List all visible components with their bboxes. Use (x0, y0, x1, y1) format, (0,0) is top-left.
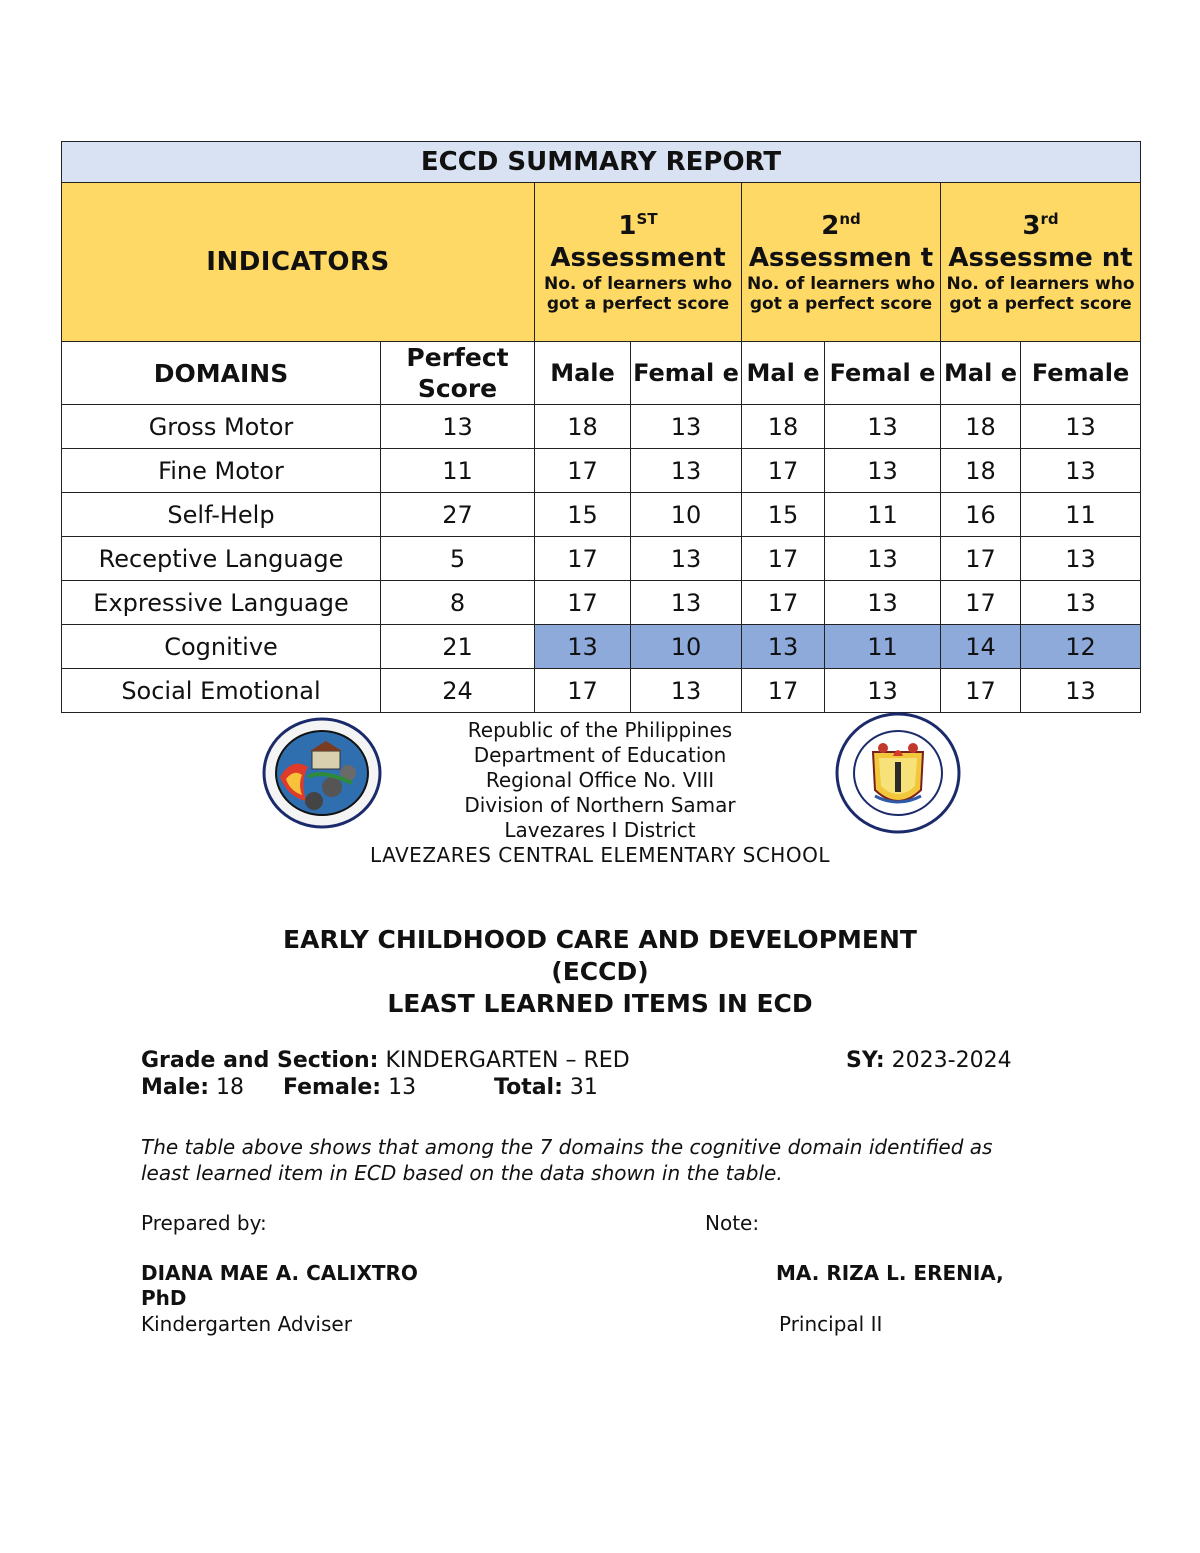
noter-title: Principal II (779, 1312, 883, 1336)
male-count: Male: 18 (141, 1075, 244, 1100)
score-cell: 17 (535, 449, 631, 493)
female-header-2: Femal e (825, 342, 941, 405)
score-cell: 16 (941, 493, 1021, 537)
assessment-2-header: 2nd Assessmen t No. of learners who got a perfect score (742, 183, 941, 342)
grade-section: Grade and Section: KINDERGARTEN – RED (141, 1048, 630, 1073)
noted-label: Note: (705, 1211, 760, 1235)
domain-cell: Cognitive (62, 625, 381, 669)
table-title: ECCD SUMMARY REPORT (62, 142, 1141, 183)
score-cell: 13 (1021, 537, 1141, 581)
score-cell: 13 (825, 581, 941, 625)
school-name: LAVEZARES CENTRAL ELEMENTARY SCHOOL (370, 843, 830, 867)
domain-cell: Gross Motor (62, 405, 381, 449)
indicators-header: INDICATORS (62, 183, 535, 342)
male-header-2: Mal e (742, 342, 825, 405)
score-cell: 17 (535, 669, 631, 713)
score-cell: 13 (1021, 581, 1141, 625)
domains-header: DOMAINS (62, 342, 381, 405)
score-cell: 17 (742, 449, 825, 493)
letterhead-line: Republic of the Philippines (467, 718, 733, 742)
school-year: SY: 2023-2024 (846, 1048, 1012, 1073)
perfect-score-cell: 8 (381, 581, 535, 625)
score-cell: 13 (1021, 669, 1141, 713)
score-cell: 17 (742, 581, 825, 625)
score-cell: 11 (825, 625, 941, 669)
letterhead-line: Lavezares I District (504, 818, 696, 842)
score-cell: 11 (1021, 493, 1141, 537)
score-cell: 13 (825, 449, 941, 493)
table-row (62, 493, 1141, 537)
total-count: Total: 31 (494, 1075, 598, 1100)
score-cell: 13 (631, 537, 742, 581)
table-row (62, 537, 1141, 581)
letterhead-line: Division of Northern Samar (464, 793, 736, 817)
score-cell: 13 (742, 625, 825, 669)
perfect-score-cell: 27 (381, 493, 535, 537)
assessment-1-header: 1ST Assessment No. of learners who got a perfect score (535, 183, 742, 342)
perfect-score-cell: 21 (381, 625, 535, 669)
score-cell: 13 (631, 669, 742, 713)
perfect-score-header: Perfect Score (381, 342, 535, 405)
score-cell: 12 (1021, 625, 1141, 669)
score-cell: 13 (631, 581, 742, 625)
summary-note: The table above shows that among the 7 domains the cognitive domain identified as least learned item in ECD based on the data shown in the table. (141, 1135, 993, 1185)
score-cell: 13 (1021, 405, 1141, 449)
score-cell: 13 (631, 449, 742, 493)
domain-cell: Self-Help (62, 493, 381, 537)
perfect-score-cell: 24 (381, 669, 535, 713)
score-cell: 13 (1021, 449, 1141, 493)
letterhead-line: Regional Office No. VIII (485, 768, 715, 792)
preparer-title: Kindergarten Adviser (141, 1312, 352, 1336)
score-cell: 18 (941, 449, 1021, 493)
score-cell: 18 (941, 405, 1021, 449)
score-cell: 17 (941, 669, 1021, 713)
perfect-score-cell: 11 (381, 449, 535, 493)
score-cell: 10 (631, 493, 742, 537)
letterhead (300, 718, 900, 868)
female-count: Female: 13 (283, 1075, 417, 1100)
domain-cell: Receptive Language (62, 537, 381, 581)
score-cell: 14 (941, 625, 1021, 669)
table-row (62, 669, 1141, 713)
score-cell: 18 (742, 405, 825, 449)
perfect-score-cell: 13 (381, 405, 535, 449)
preparer-name: DIANA MAE A. CALIXTRO (141, 1261, 418, 1285)
score-cell: 13 (825, 405, 941, 449)
domain-cell: Expressive Language (62, 581, 381, 625)
score-cell: 17 (941, 581, 1021, 625)
score-cell: 17 (535, 581, 631, 625)
domain-cell: Social Emotional (62, 669, 381, 713)
table-row (62, 405, 1141, 449)
male-header-1: Male (535, 342, 631, 405)
score-cell: 10 (631, 625, 742, 669)
score-cell: 17 (742, 537, 825, 581)
female-header-1: Femal e (631, 342, 742, 405)
letterhead-line: Department of Education (473, 743, 727, 767)
score-cell: 13 (825, 537, 941, 581)
table-row (62, 581, 1141, 625)
score-cell: 13 (825, 669, 941, 713)
eccd-summary-table (61, 141, 1141, 713)
table-row (62, 625, 1141, 669)
score-cell: 11 (825, 493, 941, 537)
score-cell: 15 (535, 493, 631, 537)
noter-name: MA. RIZA L. ERENIA, (776, 1261, 1004, 1285)
score-cell: 13 (535, 625, 631, 669)
prepared-by-label: Prepared by: (141, 1211, 267, 1235)
table-row (62, 449, 1141, 493)
score-cell: 18 (535, 405, 631, 449)
document-title: EARLY CHILDHOOD CARE AND DEVELOPMENT (ECCD) LEAST LEARNED ITEMS IN ECD (283, 925, 917, 1018)
preparer-degree: PhD (141, 1286, 187, 1310)
assessment-3-header: 3rd Assessme nt No. of learners who got a perfect score (941, 183, 1141, 342)
score-cell: 13 (631, 405, 742, 449)
score-cell: 17 (742, 669, 825, 713)
score-cell: 17 (535, 537, 631, 581)
score-cell: 15 (742, 493, 825, 537)
domain-cell: Fine Motor (62, 449, 381, 493)
female-header-3: Female (1021, 342, 1141, 405)
perfect-score-cell: 5 (381, 537, 535, 581)
male-header-3: Mal e (941, 342, 1021, 405)
score-cell: 17 (941, 537, 1021, 581)
